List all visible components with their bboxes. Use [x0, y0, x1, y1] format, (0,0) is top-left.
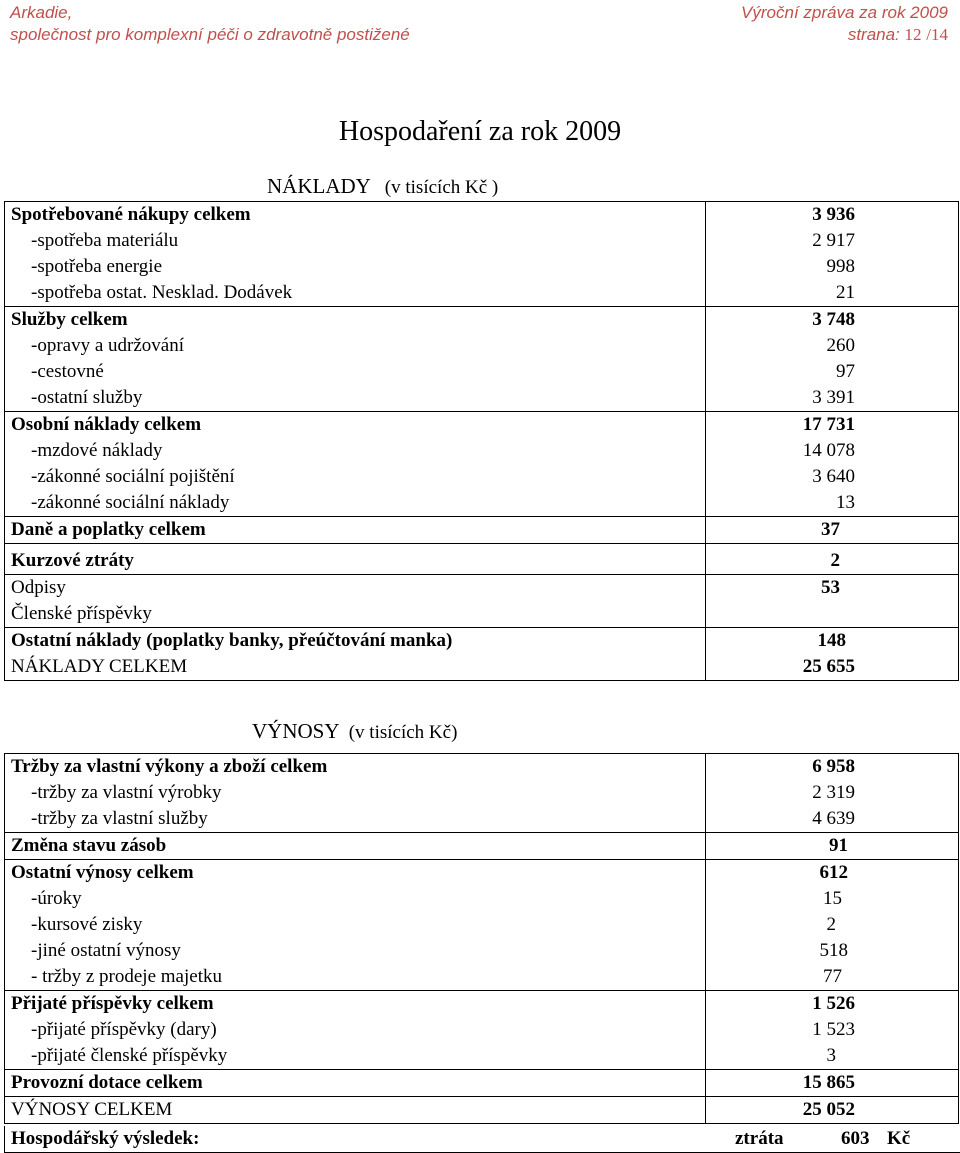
result-label: Hospodářský výsledek:: [11, 1128, 200, 1149]
page-header-right: [741, 2, 948, 46]
costs-table: [4, 201, 959, 681]
table-row-value: 2 917: [812, 230, 855, 251]
table-row-value: 1 526: [812, 993, 855, 1014]
table-row-value: 3: [826, 1045, 836, 1066]
table-row-label: Osobní náklady celkem: [11, 414, 202, 435]
table-row-value: 6 958: [812, 756, 855, 777]
table-row-label: VÝNOSY CELKEM: [11, 1099, 173, 1120]
table-row-value: 14 078: [802, 440, 855, 461]
org-description: společnost pro komplexní péči o zdravotně postižené: [10, 25, 410, 44]
page-label: strana:: [847, 25, 900, 44]
result-row: [4, 1126, 960, 1153]
revenues-unit: (v tisících Kč): [348, 722, 458, 743]
table-row-value: 3 391: [812, 387, 855, 408]
table-row-value: 15 865: [802, 1072, 855, 1093]
table-row-value: 15: [823, 888, 842, 909]
table-row-label: Provozní dotace celkem: [11, 1072, 203, 1093]
table-row-label: - tržby z prodeje majetku: [31, 966, 222, 987]
table-row-label: -spotřeba ostat. Nesklad. Dodávek: [31, 282, 293, 303]
table-row-label: -úroky: [31, 888, 82, 909]
table-row-label: -opravy a udržování: [31, 335, 184, 356]
result-value: 603: [841, 1128, 870, 1149]
table-row-label: -mzdové náklady: [31, 440, 163, 461]
table-row-value: 25 052: [802, 1099, 855, 1120]
table-row-value: 21: [836, 282, 855, 303]
table-row-value: 25 655: [802, 656, 855, 677]
table-row-label: Ostatní náklady (poplatky banky, přeúčtování manka): [11, 630, 453, 651]
org-name: Arkadie,: [10, 3, 73, 22]
table-row-value: 3 748: [812, 309, 855, 330]
table-row-value: 3 640: [812, 466, 855, 487]
table-row-label: NÁKLADY CELKEM: [11, 656, 188, 677]
table-row-value: 998: [826, 256, 855, 277]
table-row-label: -spotřeba energie: [31, 256, 163, 277]
costs-heading: [267, 174, 498, 199]
result-type: ztráta: [735, 1128, 784, 1149]
table-row-value: 17 731: [802, 414, 855, 435]
page-current: 12: [904, 25, 922, 44]
table-row-label: Spotřebované nákupy celkem: [11, 204, 251, 225]
table-row-label: -přijaté členské příspěvky: [31, 1045, 228, 1066]
table-row-label: Daně a poplatky celkem: [11, 519, 206, 540]
table-row-label: -ostatní služby: [31, 387, 143, 408]
table-row-value: 2 319: [812, 782, 855, 803]
table-row-label: -zákonné sociální pojištění: [31, 466, 235, 487]
table-row-label: Změna stavu zásob: [11, 835, 167, 856]
table-row-value: 13: [836, 492, 855, 513]
report-title: Výroční zpráva za rok 2009: [741, 3, 948, 22]
table-row-label: Ostatní výnosy celkem: [11, 862, 194, 883]
table-row-value: 148: [817, 630, 846, 651]
table-row-label: -spotřeba materiálu: [31, 230, 179, 251]
table-row-value: [706, 601, 958, 627]
page-total: /14: [926, 25, 948, 44]
table-row-label: -zákonné sociální náklady: [31, 492, 230, 513]
table-row-value: 37: [821, 519, 840, 540]
result-currency: Kč: [887, 1128, 911, 1149]
revenues-heading-label: VÝNOSY: [252, 719, 339, 743]
table-row-value: 1 523: [812, 1019, 855, 1040]
table-row-label: Přijaté příspěvky celkem: [11, 993, 214, 1014]
table-row-value: 4 639: [812, 808, 855, 829]
table-row-label: -přijaté příspěvky (dary): [31, 1019, 217, 1040]
table-row-value: 97: [836, 361, 855, 382]
table-row-label: Služby celkem: [11, 309, 128, 330]
table-row-label: Tržby za vlastní výkony a zboží celkem: [11, 756, 328, 777]
page-header-left: [10, 2, 410, 46]
revenues-table: [4, 753, 959, 1124]
table-row-label: -cestovné: [31, 361, 104, 382]
table-row-value: 612: [819, 862, 848, 883]
table-row-label: Odpisy: [11, 577, 66, 598]
table-row-label: -jiné ostatní výnosy: [31, 940, 181, 961]
revenues-heading: [252, 719, 457, 744]
table-row-value: 3 936: [812, 204, 855, 225]
table-row-value: 260: [826, 335, 855, 356]
costs-unit: (v tisících Kč ): [384, 177, 499, 198]
table-row-value: 91: [829, 835, 848, 856]
page-number: [741, 24, 948, 46]
table-row-value: 518: [819, 940, 848, 961]
table-row-value: 77: [823, 966, 842, 987]
table-row-label: -tržby za vlastní výrobky: [31, 782, 222, 803]
page-title: Hospodaření za rok 2009: [338, 116, 622, 147]
table-row-label: Členské příspěvky: [11, 603, 152, 624]
table-row-label: -tržby za vlastní služby: [31, 808, 208, 829]
table-row-value: 2: [826, 914, 836, 935]
table-row-value: 2: [830, 550, 840, 571]
table-row-label: -kursové zisky: [31, 914, 143, 935]
costs-heading-label: NÁKLADY: [267, 174, 371, 198]
table-row-value: 53: [821, 577, 840, 598]
table-row-label: Kurzové ztráty: [11, 550, 134, 571]
